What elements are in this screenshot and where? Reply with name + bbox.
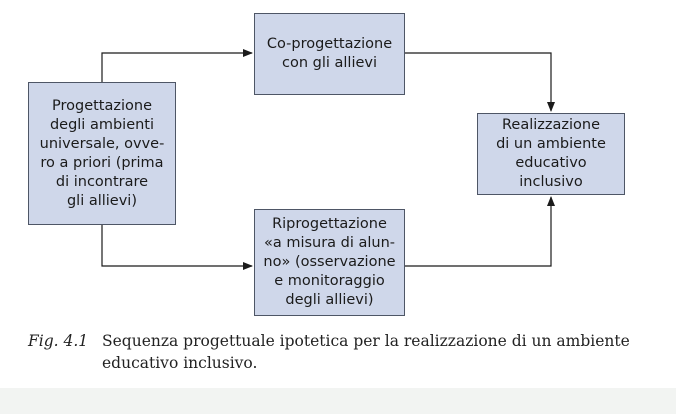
box-redesign-label: Riprogettazione «a misura di alun- no» (osservazione e monitoraggio degli allievi): [263, 216, 396, 308]
box-inclusive-environment-label: Realizzazione di un ambiente educativo inclusivo: [496, 117, 606, 190]
figure-label: Fig. 4.1: [28, 332, 89, 350]
box-universal-design: [28, 82, 176, 225]
box-redesign: [254, 209, 405, 316]
arrow-top-to-right: [405, 53, 551, 111]
figure-caption: [28, 330, 648, 374]
arrow-left-to-bottom: [102, 225, 252, 266]
caption-line-2: educativo inclusivo.: [102, 354, 258, 372]
box-co-design: [254, 13, 405, 95]
box-co-design-label: Co-progettazione con gli allievi: [266, 36, 393, 71]
caption-line-1: Sequenza progettuale ipotetica per la realizzazione di un ambiente: [102, 332, 630, 350]
arrow-left-to-top: [102, 53, 252, 82]
box-universal-design-label: Progettazione degli ambienti universale, ovve- ro a priori (prima di incontrare gli allievi): [39, 97, 165, 209]
box-inclusive-environment: [477, 113, 625, 195]
arrow-bottom-to-right: [405, 197, 551, 266]
